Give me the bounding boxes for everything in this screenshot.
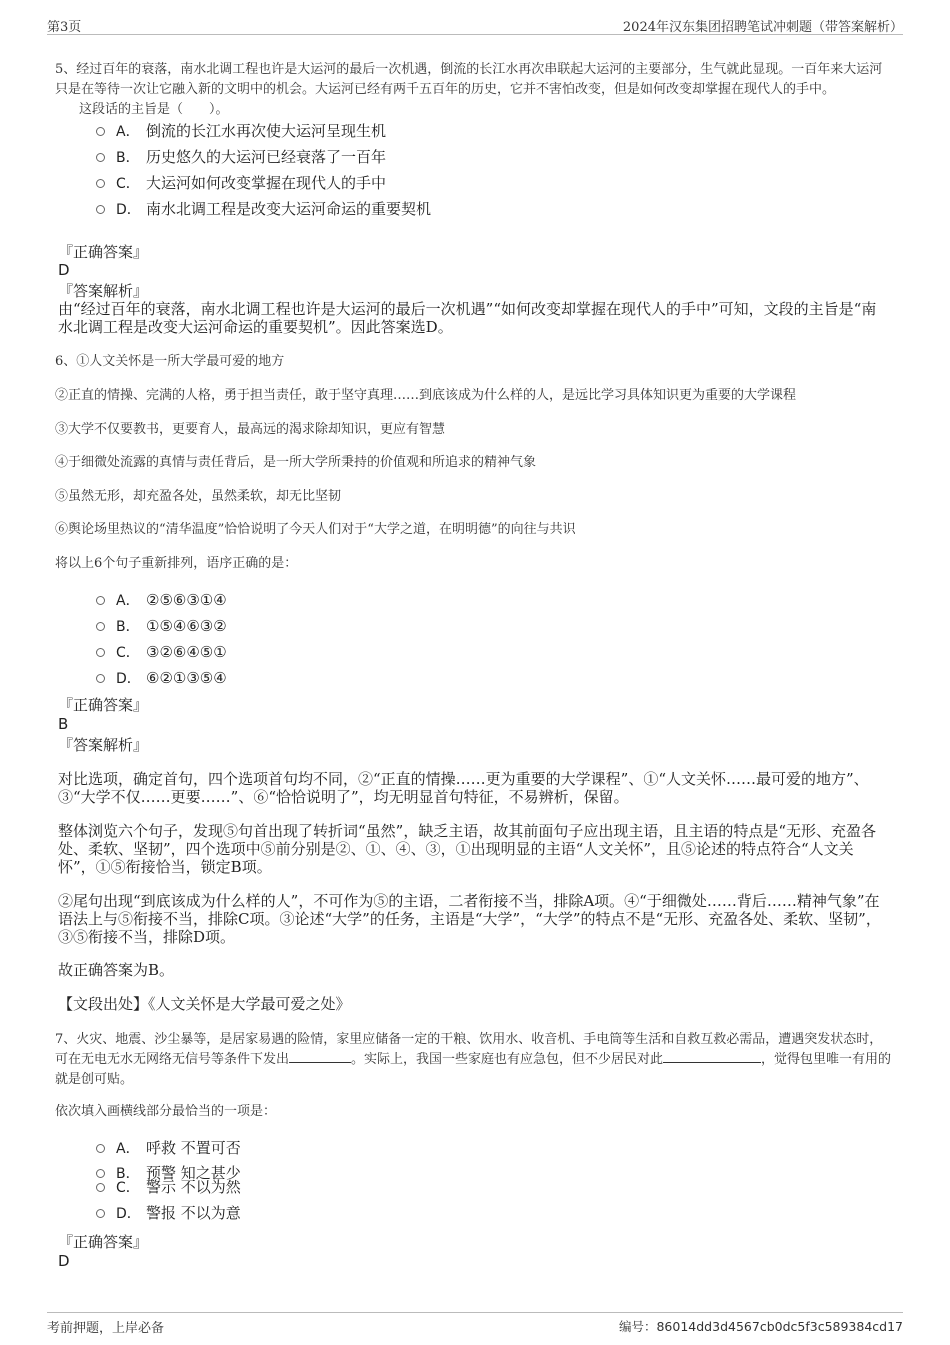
radio-icon[interactable] (96, 153, 105, 162)
option-letter: D． (116, 202, 141, 218)
q6-analysis-p3: ②尾句出现“到底该成为什么样的人”，不可作为⑤的主语，二者衔接不当，排除A项。④“于细微处……背后……精神气象”在语法上与⑤衔接不当，排除C项。③论述“大学”的任务，主语是“大学”，“大学”的特点不是“无形、充盈各处、柔软、坚韧”，③⑤衔接不当，排除D项。 (58, 892, 881, 946)
document-title: 2024年汉东集团招聘笔试冲刺题（带答案解析） (622, 20, 903, 35)
option-text: 警报 不以为意 (146, 1204, 241, 1222)
option-text: 大运河如何改变掌握在现代人的手中 (146, 174, 387, 192)
q5-stem-text: 5、经过百年的衰落，南水北调工程也许是大运河的最后一次机遇，倒流的长江水再次串联起大运河的主要部分，生气就此显现。一百年来大运河只是在等待一次让它融入新的文明中的机会。大运河已经有两千五百年的历史，它并不害怕改变，但是如何改变却掌握在现代人的手中。 (55, 62, 883, 97)
option-letter: B． (116, 619, 140, 635)
option-text: ③②⑥④⑤① (146, 643, 227, 661)
option-letter: D． (116, 1206, 141, 1222)
radio-icon[interactable] (96, 1144, 105, 1153)
q5-option-a[interactable] (96, 121, 386, 141)
option-letter: C． (116, 176, 140, 192)
option-letter: A． (116, 1141, 140, 1157)
option-text: 历史悠久的大运河已经衰落了一百年 (146, 148, 387, 166)
q7-option-a[interactable] (96, 1138, 241, 1158)
q6-option-a[interactable] (96, 590, 227, 610)
radio-icon[interactable] (96, 648, 105, 657)
radio-icon[interactable] (96, 1183, 105, 1192)
q5-stem (55, 60, 894, 120)
q5-option-b[interactable] (96, 147, 386, 167)
option-text: ②⑤⑥③①④ (146, 591, 227, 609)
option-letter: B． (116, 150, 140, 166)
document-id: 编号：86014dd3d4567cb0dc5f3c589384cd17 (618, 1319, 903, 1334)
q6-answer: B (58, 715, 69, 733)
option-letter: A． (116, 593, 140, 609)
q7-stem-part-b: 。实际上，我国一些家庭也有应急包，但不少居民对此 (351, 1052, 664, 1067)
option-letter: D． (116, 671, 141, 687)
radio-icon[interactable] (96, 596, 105, 605)
q6-option-b[interactable] (96, 616, 227, 636)
option-text: 预警 知之甚少 (146, 1164, 241, 1182)
q5-analysis-label: 『答案解析』 (58, 282, 149, 300)
q6-sentence-2: ②正直的情操、完满的人格，勇于担当责任，敢于坚守真理……到底该成为什么样的人，是远比学习具体知识更为重要的大学课程 (55, 388, 797, 403)
q6-answer-label: 『正确答案』 (58, 696, 149, 714)
option-text: ①⑤④⑥③② (146, 617, 227, 635)
q6-analysis-p4: 故正确答案为B。 (58, 961, 175, 979)
radio-icon[interactable] (96, 205, 105, 214)
radio-icon[interactable] (96, 1209, 105, 1218)
q5-answer: D (58, 261, 70, 279)
footer-slogan: 考前押题，上岸必备 (47, 1321, 165, 1336)
q6-analysis-p2: 整体浏览六个句子，发现⑤句首出现了转折词“虽然”，缺乏主语，故其前面句子应出现主语，且主语的特点是“无形、充盈各处、柔软、坚韧”，四个选项中⑤前分别是②、①、④、③，①出现明显的主语“人文关怀”，且⑤论述的特点符合“人文关怀”，①⑤衔接恰当，锁定B项。 (58, 822, 877, 876)
option-letter: A． (116, 124, 140, 140)
q6-sentence-4: ④于细微处流露的真情与责任背后，是一所大学所秉持的价值观和所追求的精神气象 (55, 455, 537, 470)
q7-answer: D (58, 1252, 70, 1270)
option-text: 呼救 不置可否 (146, 1139, 241, 1157)
q7-answer-label: 『正确答案』 (58, 1233, 149, 1251)
q7-blank-2 (663, 1050, 761, 1063)
q6-analysis-label: 『答案解析』 (58, 736, 149, 754)
q5-option-c[interactable] (96, 173, 386, 193)
q6-option-d[interactable] (96, 668, 227, 688)
option-letter: C． (116, 645, 140, 661)
q6-sentence-5: ⑤虽然无形，却充盈各处，虽然柔软，却无比坚韧 (55, 489, 342, 504)
q7-stem (55, 1030, 894, 1090)
q6-sentence-3: ③大学不仅要教书，更要育人，最高远的渴求除却知识，更应有智慧 (55, 422, 446, 437)
q5-question: 这段话的主旨是（ ）。 (79, 102, 229, 117)
page-header (47, 14, 903, 35)
radio-icon[interactable] (96, 127, 105, 136)
q6-sentence-1: 6、①人文关怀是一所大学最可爱的地方 (55, 354, 285, 369)
option-letter: B． (116, 1166, 140, 1182)
option-text: 警示 不以为然 (146, 1178, 241, 1196)
q6-option-c[interactable] (96, 642, 227, 662)
q7-stem-part-a: 7、火灾、地震、沙尘暴等，是居家易遇的险情，家里应储备一定的干粮、饮用水、收音机、手电筒等生活和自救互救必需品，遭遇突发状态时，可在无电无水无网络无信号等条件下发出 (55, 1032, 883, 1067)
q7-option-c[interactable] (96, 1177, 241, 1197)
page-number: 第3页 (47, 20, 82, 35)
q6-question: 将以上6个句子重新排列，语序正确的是： (55, 556, 298, 571)
option-letter: C． (116, 1180, 140, 1196)
q7-blank-1 (289, 1050, 351, 1063)
option-text: 南水北调工程是改变大运河命运的重要契机 (146, 200, 432, 218)
page-footer (47, 1312, 903, 1337)
option-text: 倒流的长江水再次使大运河呈现生机 (146, 122, 387, 140)
q7-question: 依次填入画横线部分最恰当的一项是： (55, 1104, 277, 1119)
q7-stem-part-c: ，觉得包里唯一有用的就是创可贴。 (55, 1052, 892, 1087)
q6-analysis-p1: 对比选项，确定首句，四个选项首句均不同，②“正直的情操……更为重要的大学课程”、①“人文关怀……最可爱的地方”、③“大学不仅……更要……”、⑥“恰恰说明了”，均无明显首句特征，不易辨析，保留。 (58, 770, 869, 806)
q6-sentence-6: ⑥舆论场里热议的“清华温度”恰恰说明了今天人们对于“大学之道，在明明德”的向往与共识 (55, 522, 576, 537)
q5-analysis: 由“经过百年的衰落，南水北调工程也许是大运河的最后一次机遇”“如何改变却掌握在现代人的手中”可知，文段的主旨是“南水北调工程是改变大运河命运的重要契机”。因此答案选D。 (58, 300, 877, 336)
radio-icon[interactable] (96, 622, 105, 631)
radio-icon[interactable] (96, 674, 105, 683)
q6-source: 【文段出处】《人文关怀是大学最可爱之处》 (58, 995, 351, 1013)
q5-option-d[interactable] (96, 199, 431, 219)
option-text: ⑥②①③⑤④ (146, 669, 227, 687)
q7-option-d[interactable] (96, 1203, 241, 1223)
radio-icon[interactable] (96, 179, 105, 188)
q5-answer-label: 『正确答案』 (58, 243, 149, 261)
